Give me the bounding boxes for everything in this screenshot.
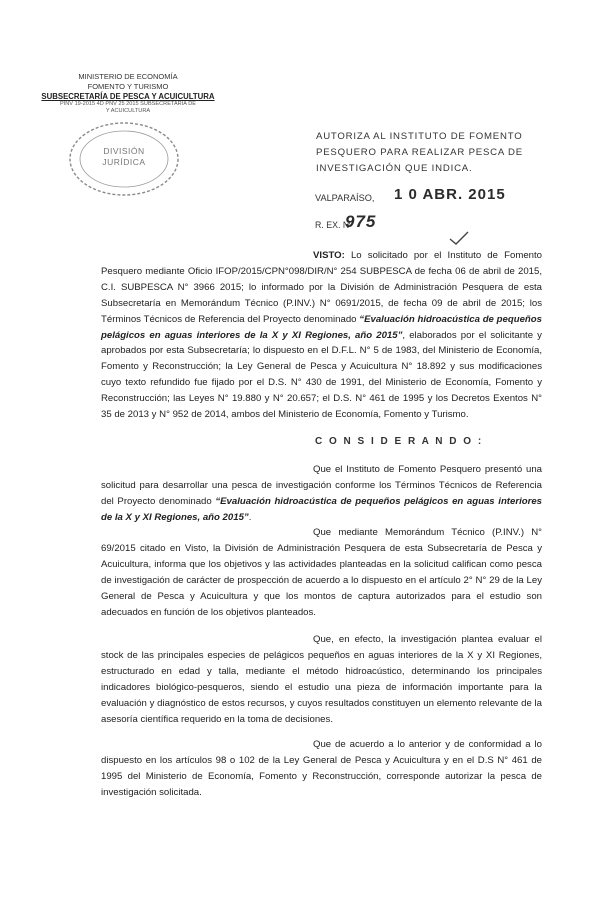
visto-project-title: “Evaluación hidroacústica de pequeños pelágicos en aguas interiores de la X y XI Regiones, año 2015” — [101, 313, 542, 341]
ministry-name: MINISTERIO DE ECONOMÍA — [78, 72, 178, 81]
reference-line-1: PINV 19-2015 4D PNV 25 2015 SUBSECRETARIA DE — [59, 101, 197, 108]
stamp-text — [96, 146, 152, 168]
rex-label: R. EX. Nº — [315, 220, 353, 230]
stamp-line-2: JURÍDICA — [102, 157, 146, 167]
checkmark-icon — [448, 230, 470, 246]
visto-label: VISTO: — [313, 250, 345, 261]
c1-text-b: . — [248, 511, 252, 523]
reference-line-2: Y ACUICULTURA — [105, 108, 151, 115]
c1-text-a: Que el Instituto de Fomento Pesquero presentó una solicitud para desarrollar una pesca de investigación conforme los Términos Técnicos de Referencia del Proyecto denominado — [101, 464, 542, 507]
considerando-heading: C O N S I D E R A N D O : — [315, 436, 484, 447]
date-stamp: 1 0 ABR. 2015 — [394, 186, 506, 203]
visto-paragraph — [101, 248, 542, 423]
place: VALPARAÍSO, — [315, 193, 375, 203]
resolution-subject: AUTORIZA AL INSTITUTO DE FOMENTO PESQUERO PARA REALIZAR PESCA DE INVESTIGACIÓN QUE INDICA. — [316, 131, 523, 174]
c1-project-title: “Evaluación hidroacústica de pequeños pelágicos en aguas interiores de la X y XI Regiones, año 2015” — [101, 495, 542, 523]
ministry-name-line2: FOMENTO Y TURISMO — [87, 81, 169, 91]
considerando-paragraph-1 — [101, 462, 542, 526]
visto-text-a: Lo solicitado por el Instituto de Fomento Pesquero mediante Oficio IFOP/2015/CPN°098/DIR/N° 254 SUBPESCA de fecha 06 de abril de 2015, C.I. SUBPESCA N° 3966 2015; lo informado por la División de Administración Pesquera de esta Subsecretaría en Memorándum Técnico (P.INV.) N° 0691/2015, de fecha 09 de abril de 2015; los Términos Técnicos de Referencia del Proyecto denominado — [101, 250, 542, 325]
place-date — [315, 186, 575, 212]
rex-number: 975 — [345, 212, 377, 231]
stamp-line-1: DIVISIÓN — [103, 146, 145, 156]
visto-text-b: , elaborados por el solicitante y aprobados por esta Subsecretaría; lo dispuesto en el D.F.L. N° 5 de 1983, del Ministerio de Economía, Fomento y Reconstrucción; la Ley General de Pesca y Acuicultura N° 18.892 y sus modificaciones cuyo texto refundido fue fijado por el D.S. N° 430 de 1991, del Ministerio de Economía, Fomento y Reconstrucción; las Leyes N° 19.880 y N° 20.657; el D.S. N° 461 de 1995 y los Decretos Exentos N° 35 de 2013 y N° 952 de 2014, ambos del Ministerio de Economía, Fomento y Turismo. — [101, 329, 542, 421]
considerando-paragraph-4: Que de acuerdo a lo anterior y de conformidad a lo dispuesto en los artículos 98 o 102 de la Ley General de Pesca y Acuicultura y en el D.S N° 461 de 1995 del Ministerio de Economía, Fomento y Reconstrucción, corresponde autorizar la pesca de investigación solicitada. — [101, 739, 542, 798]
subsecretaria-name: SUBSECRETARÍA DE PESCA Y ACUICULTURA — [41, 91, 215, 101]
considerando-paragraph-3: Que, en efecto, la investigación plantea evaluar el stock de las principales especies de pelágicos pequeños en aguas interiores de la X y XI Regiones, estructurado en edad y talla, mediante el método hidroacústico, determinando los principales indicadores biológico-pesqueros, siendo el estudio una pieza de información importante para la evaluación y diagnóstico de estos recursos, y cuyos resultados constituyen un elemento relevante de la asesoría científica requerido en la toma de decisiones. — [101, 634, 542, 725]
letterhead — [28, 72, 228, 115]
considerando-paragraph-2: Que mediante Memorándum Técnico (P.INV.) N° 69/2015 citado en Visto, la División de Administración Pesquera de esta Subsecretaría de Pesca y Acuicultura, informa que los objetivos y las actividades planteadas en la solicitud califican como pesca de investigación de carácter de prospección de acuerdo a lo dispuesto en el artículo 2° N° 29 de la Ley General de Pesca y Acuicultura y que los montos de captura autorizados para el estudio son adecuados en función de los objetivos planteados. — [101, 527, 542, 618]
